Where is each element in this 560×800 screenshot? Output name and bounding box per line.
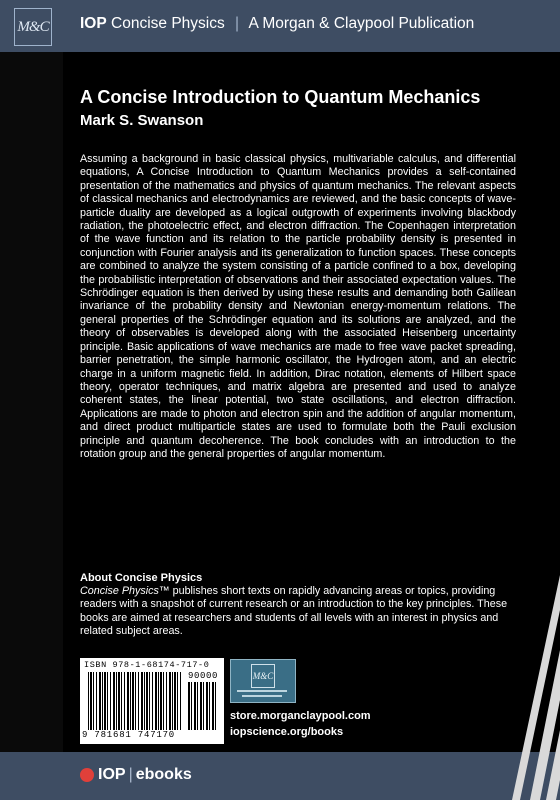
series-name: Concise Physics [111,15,225,32]
iop-circle-icon [80,768,94,782]
footer-iop: IOP [98,766,126,783]
series-iop: IOP [80,15,107,32]
footer-separator: | [128,766,133,783]
book-title: A Concise Introduction to Quantum Mechanics [80,87,481,107]
isbn-number: ISBN 978-1-68174-717-0 [84,660,210,670]
left-margin-strip [0,0,63,800]
barcode-addon-bars-icon [188,682,218,730]
book-author: Mark S. Swanson [80,112,204,129]
publisher-name: A Morgan & Claypool Publication [248,15,475,32]
publisher-logo-text: M&C [252,671,274,681]
morgan-claypool-logo-icon [14,8,52,46]
footer-ebooks: ebooks [135,766,192,783]
barcode-addon-digits: 90000 [187,671,218,681]
publisher-logo-mark [251,664,275,688]
about-text [80,585,520,639]
iopscience-url-link[interactable]: iopscience.org/books [230,726,344,738]
publisher-logo-line [242,695,282,697]
publisher-logo-icon [230,659,296,703]
book-description: Assuming a background in basic classical physics, multivariable calculus, and differential equations, A Concise Introduction to Quantum Mechanics provides a self-contained presentation of the mathematics and physics of quantum mechanics. The relevant aspects of classical mechanics and electrodynamics are reviewed, and the basic concepts of wave-particle duality are developed as a logical outgrowth of experiments involving blackbody radiation, the photoelectric effect, and electron diffraction. The Copenhagen interpretation of the wave function and its relation to the particle probability density is presented in conjunction with Fourier analysis and its generalization to function spaces. These concepts are combined to analyze the system consisting of a particle confined to a box, developing the probabilistic interpretation of observations and their associated expectation values. The Schrödinger equation is then derived by using these results and demanding both Galilean invariance of the probability density and Newtonian energy-momentum relations. The general properties of the Schrödinger equation and its solutions are analyzed, and the theory of observables is developed along with the associated Heisenberg uncertainty principle. Basic applications of wave mechanics are made to free wave packet spreading, barrier penetration, the simple harmonic oscillator, the Hydrogen atom, and an electric charge in a uniform magnetic field. In addition, Dirac notation, elements of Hilbert space theory, operator techniques, and matrix algebra are presented and used to analyze coherent states, the linear potential, two state oscillations, and electron diffraction. Applications are made to photon and electron spin and the addition of angular momentum, and direct product multiparticle states are used to formulate both the Pauli exclusion principle and quantum decoherence. The book concludes with an introduction to the rotation group and the general properties of angular momentum. [80,153,516,460]
barcode-bars-icon [88,672,182,730]
series-header [80,15,474,33]
store-url-link[interactable]: store.morganclaypool.com [230,710,371,722]
header-separator: | [235,15,240,32]
footer-bar [0,752,560,800]
iop-ebooks-logo [80,766,192,784]
header-bar [0,0,560,52]
ean-digits: 9 781681 747170 [82,730,176,740]
mc-logo-text: M&C [17,18,49,35]
about-heading: About Concise Physics [80,572,203,584]
about-series-name: Concise Physics™ [80,585,170,597]
isbn-barcode [80,658,224,744]
about-body: publishes short texts on rapidly advancing areas or topics, providing readers with a snapshot of current research or an introduction to the key principles. These books are aimed at researchers and students of all levels with an interest in physics and related subject areas. [80,585,508,638]
publisher-logo-line [237,690,287,692]
